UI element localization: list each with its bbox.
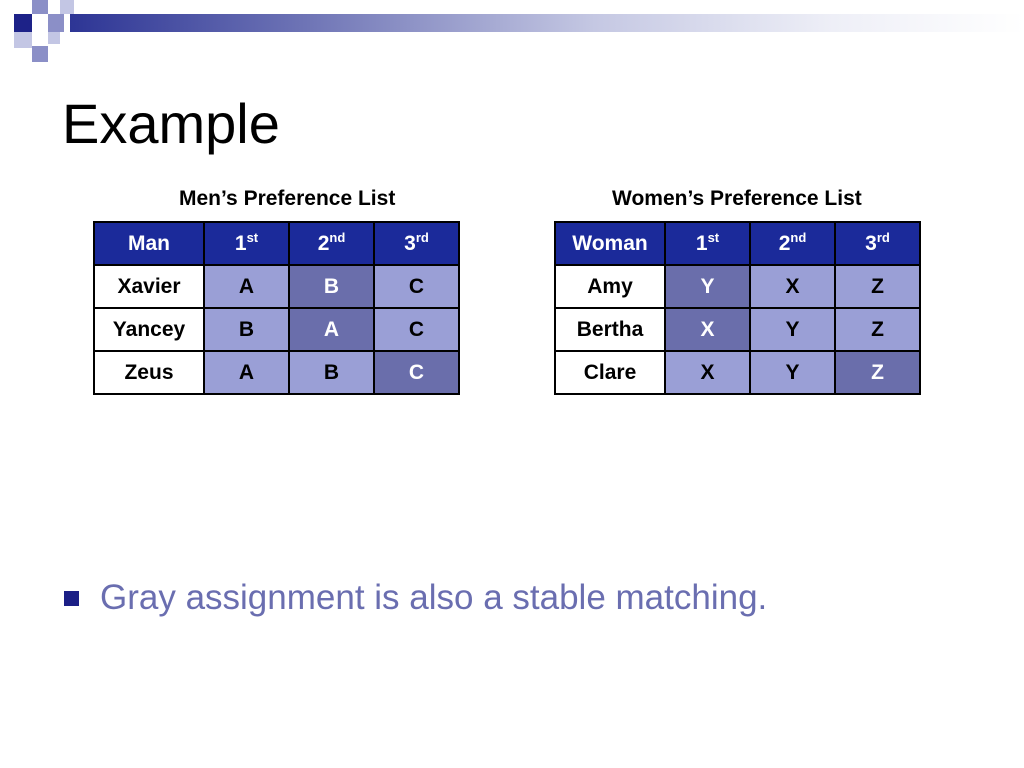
decorative-square	[48, 32, 60, 44]
table-row	[555, 265, 920, 308]
rank-number: 3	[404, 231, 416, 255]
woman-name: Bertha	[555, 308, 665, 351]
table-row	[555, 308, 920, 351]
preference-cell: X	[750, 265, 835, 308]
preference-cell: X	[665, 308, 750, 351]
woman-name: Amy	[555, 265, 665, 308]
preference-cell: C	[374, 265, 459, 308]
square-bullet-icon	[64, 591, 79, 606]
preference-cell: X	[665, 351, 750, 394]
table-row	[94, 265, 459, 308]
preference-cell: B	[289, 351, 374, 394]
column-header-3rd	[835, 222, 920, 265]
women-preference-table	[554, 221, 921, 395]
preference-cell: Z	[835, 351, 920, 394]
rank-number: 1	[695, 231, 708, 255]
decorative-square	[60, 0, 74, 14]
rank-number: 1	[234, 231, 247, 255]
column-header-1st	[204, 222, 289, 265]
table-row	[94, 308, 459, 351]
column-header-3rd	[374, 222, 459, 265]
men-preference-table	[93, 221, 460, 395]
man-name: Xavier	[94, 265, 204, 308]
preference-cell: Y	[665, 265, 750, 308]
column-header-2nd	[289, 222, 374, 265]
preference-cell: C	[374, 308, 459, 351]
man-name: Yancey	[94, 308, 204, 351]
rank-number: 2	[317, 231, 330, 255]
preference-cell: B	[204, 308, 289, 351]
table-header-row	[94, 222, 459, 265]
table-row	[94, 351, 459, 394]
header-gradient-bar	[70, 14, 1024, 32]
decorative-square	[32, 0, 48, 14]
table-header-row	[555, 222, 920, 265]
women-table-caption: Women’s Preference List	[612, 187, 862, 210]
rank-suffix: nd	[329, 229, 346, 245]
preference-cell: A	[204, 351, 289, 394]
preference-cell: A	[289, 308, 374, 351]
column-header-1st	[665, 222, 750, 265]
man-name: Zeus	[94, 351, 204, 394]
preference-cell: Y	[750, 351, 835, 394]
preference-cell: Y	[750, 308, 835, 351]
preference-cell: A	[204, 265, 289, 308]
preference-cell: Z	[835, 308, 920, 351]
rank-suffix: st	[707, 229, 720, 245]
preference-cell: B	[289, 265, 374, 308]
men-table-caption: Men’s Preference List	[179, 187, 396, 210]
decorative-square	[14, 32, 32, 48]
rank-suffix: rd	[876, 229, 890, 245]
rank-suffix: nd	[790, 229, 807, 245]
decorative-square	[48, 14, 64, 32]
slide-title: Example	[62, 92, 280, 155]
rank-number: 3	[865, 231, 877, 255]
column-header-man: Man	[94, 222, 204, 265]
decorative-square	[14, 14, 32, 32]
column-header-woman: Woman	[555, 222, 665, 265]
column-header-2nd	[750, 222, 835, 265]
rank-number: 2	[778, 231, 791, 255]
table-row	[555, 351, 920, 394]
rank-suffix: st	[246, 229, 259, 245]
preference-cell: C	[374, 351, 459, 394]
decorative-square	[32, 46, 48, 62]
woman-name: Clare	[555, 351, 665, 394]
rank-suffix: rd	[415, 229, 429, 245]
preference-cell: Z	[835, 265, 920, 308]
bullet-text: Gray assignment is also a stable matching.	[100, 578, 768, 617]
